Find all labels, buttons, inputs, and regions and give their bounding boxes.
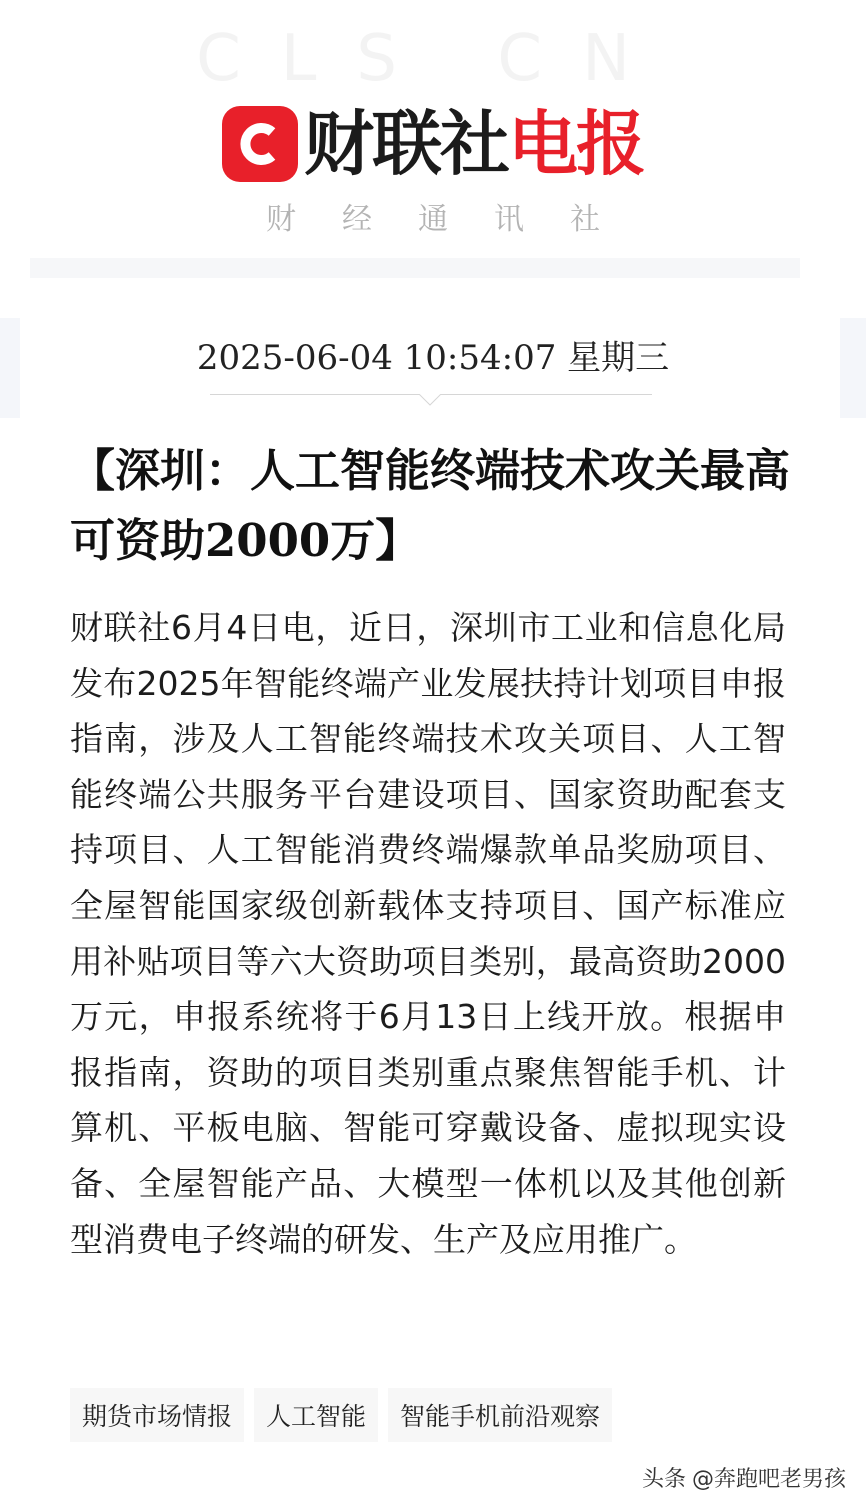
platform-name: 头条 xyxy=(641,1467,686,1492)
topic-tags xyxy=(70,1388,612,1442)
article-headline: 【深圳：人工智能终端技术攻关最高可资助2000万】 xyxy=(70,444,791,567)
article-datetime: 2025-06-04 10:54:07 星期三 xyxy=(196,338,670,378)
source-credit xyxy=(642,1462,846,1493)
article-body: 财联社6月4日电，近日，深圳市工业和信息化局发布2025年智能终端产业发展扶持计划项目申报指南，涉及人工智能终端技术攻关项目、人工智能终端公共服务平台建设项目、国家资助配套支持项目、人工智能消费终端爆款单品奖励项目、全屋智能国家级创新载体支持项目、国产标准应用补贴项目等六大资助项目类别，最高资助2000万元，申报系统将于6月13日上线开放。根据申报指南，资助的项目类别重点聚焦智能手机、计算机、平板电脑、智能可穿戴设备、虚拟现实设备、全屋智能产品、大模型一体机以及其他创新型消费电子终端的研发、生产及应用推广。 xyxy=(70,608,786,1259)
brand-name-black: 财联社 xyxy=(304,103,508,185)
brand-name-red: 电报 xyxy=(508,103,644,185)
brand-logo xyxy=(0,104,866,184)
brand-subtitle: 财经通讯社 xyxy=(266,202,646,237)
divider-notch-icon xyxy=(419,394,441,406)
author-handle[interactable]: @奔跑吧老男孩 xyxy=(691,1467,846,1492)
topic-tag[interactable]: 智能手机前沿观察 xyxy=(388,1388,612,1442)
c-logo-icon xyxy=(222,106,298,182)
header-divider-band xyxy=(30,258,800,278)
topic-tag[interactable]: 人工智能 xyxy=(254,1388,378,1442)
faint-header-watermark: CLS CN xyxy=(196,22,670,96)
topic-tag[interactable]: 期货市场情报 xyxy=(70,1388,244,1442)
